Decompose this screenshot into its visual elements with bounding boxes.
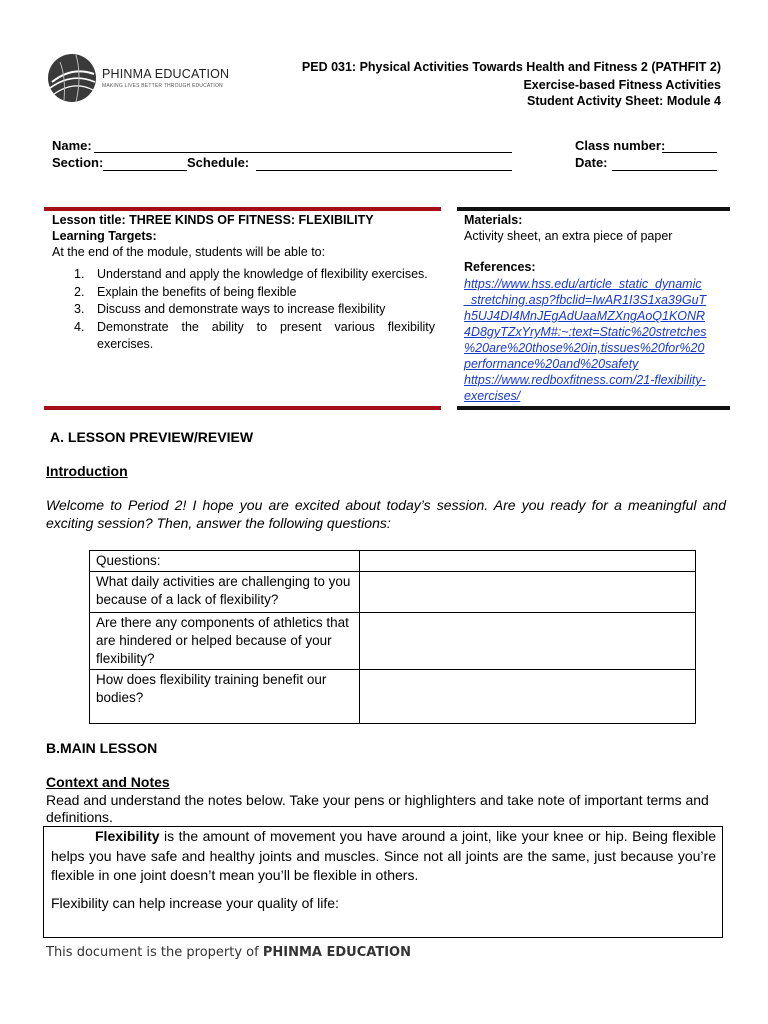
table-row <box>90 670 696 724</box>
name-label: Name: <box>52 138 92 153</box>
materials-heading: Materials: <box>464 213 523 227</box>
introduction-heading: Introduction <box>46 463 128 479</box>
question-cell: Are there any components of athletics that are hindered or helped because of your flexibility? <box>90 613 360 670</box>
name-line[interactable] <box>94 152 512 153</box>
logo-tagline: MAKING LIVES BETTER THROUGH EDUCATION <box>102 83 223 89</box>
materials-text: Activity sheet, an extra piece of paper <box>464 229 673 243</box>
logo-name: PHINMA EDUCATION <box>102 67 230 81</box>
question-cell: What daily activities are challenging to you because of a lack of flexibility? <box>90 572 360 613</box>
footer-owner: PHINMA EDUCATION <box>262 945 411 960</box>
schedule-line[interactable] <box>256 170 512 171</box>
answer-cell[interactable] <box>360 670 696 724</box>
list-item: 3. Discuss and demonstrate ways to increase flexibility <box>74 302 386 316</box>
date-line[interactable] <box>612 170 717 171</box>
class-number-label: Class number: <box>575 138 666 153</box>
phinma-logo <box>46 52 230 104</box>
context-notes-heading: Context and Notes <box>46 774 170 790</box>
answer-cell[interactable] <box>360 551 696 572</box>
answer-cell[interactable] <box>360 613 696 670</box>
notes-box <box>43 826 723 938</box>
lesson-bottom-bar <box>44 406 441 410</box>
class-number-line[interactable] <box>662 152 717 153</box>
reference-link-redbox[interactable]: https://www.redboxfitness.com/21-flexibility- exercises/ <box>464 373 706 403</box>
materials-top-bar <box>457 207 730 211</box>
lesson-title: Lesson title: THREE KINDS OF FITNESS: FLEXIBILITY <box>52 213 374 227</box>
notes-paragraph: Flexibility is the amount of movement you have around a joint, like your knee or hip. Being flexible helps you have safe and healthy joints and muscles. Since not all joints are the same, just because you’re flexible in one joint doesn’t mean you’ll be flexible in others. Flexibility can help increase your quality of life: <box>51 827 716 913</box>
table-row <box>90 551 696 572</box>
table-row <box>90 613 696 670</box>
references-heading: References: <box>464 260 536 274</box>
section-label: Section: <box>52 155 104 170</box>
footer: This document is the property of PHINMA EDUCATION <box>46 945 411 960</box>
question-cell: How does flexibility training benefit our bodies? <box>90 670 360 724</box>
list-item: 4. Demonstrate the ability to present various flexibility exercises. <box>74 319 435 351</box>
answer-cell[interactable] <box>360 572 696 613</box>
question-cell: Questions: <box>90 551 360 572</box>
list-item: 1. Understand and apply the knowledge of flexibility exercises. <box>74 267 428 281</box>
notes-paragraph-2: Flexibility can help increase your quality of life: <box>51 894 339 911</box>
flexibility-term: Flexibility <box>95 828 160 844</box>
learning-targets-list <box>52 266 435 354</box>
lesson-top-bar <box>44 207 441 211</box>
reference-link-hss[interactable]: https://www.hss.edu/article_static_dynamic _stretching.asp?fbclid=IwAR1I3S1xa39GuT h5UJ4DI4MnJEgAdUaaMZXngAoQ1KONR 4D8gyTZxYryM#:~:text=Static%20stretches %20are%20those%20in,tissues%20for%20 performance%20and%20safety <box>464 277 707 371</box>
schedule-label: Schedule: <box>187 155 250 170</box>
main-lesson-heading: B.MAIN LESSON <box>46 740 158 756</box>
course-title: PED 031: Physical Activities Towards Health and Fitness 2 (PATHFIT 2) <box>301 60 721 74</box>
materials-bottom-bar <box>457 406 730 410</box>
list-item: 2. Explain the benefits of being flexible <box>74 284 297 299</box>
notes-intro: Read and understand the notes below. Take your pens or highlighters and take note of important terms and definitions. <box>46 792 709 825</box>
introduction-text: Welcome to Period 2! I hope you are excited about today’s session. Are you ready for a meaningful and exciting session? Then, answer the following questions: <box>46 497 726 531</box>
lesson-preview-heading: A. LESSON PREVIEW/REVIEW <box>50 429 254 445</box>
sheet-title: Student Activity Sheet: Module 4 <box>526 94 721 108</box>
section-line[interactable] <box>103 170 187 171</box>
learning-targets-heading: Learning Targets: <box>52 229 157 243</box>
learning-targets-intro: At the end of the module, students will be able to: <box>52 245 326 259</box>
table-row <box>90 572 696 613</box>
questions-table <box>89 550 696 724</box>
date-label: Date: <box>575 155 608 170</box>
phinma-globe-icon <box>46 52 98 104</box>
module-subtitle: Exercise-based Fitness Activities <box>523 78 721 92</box>
